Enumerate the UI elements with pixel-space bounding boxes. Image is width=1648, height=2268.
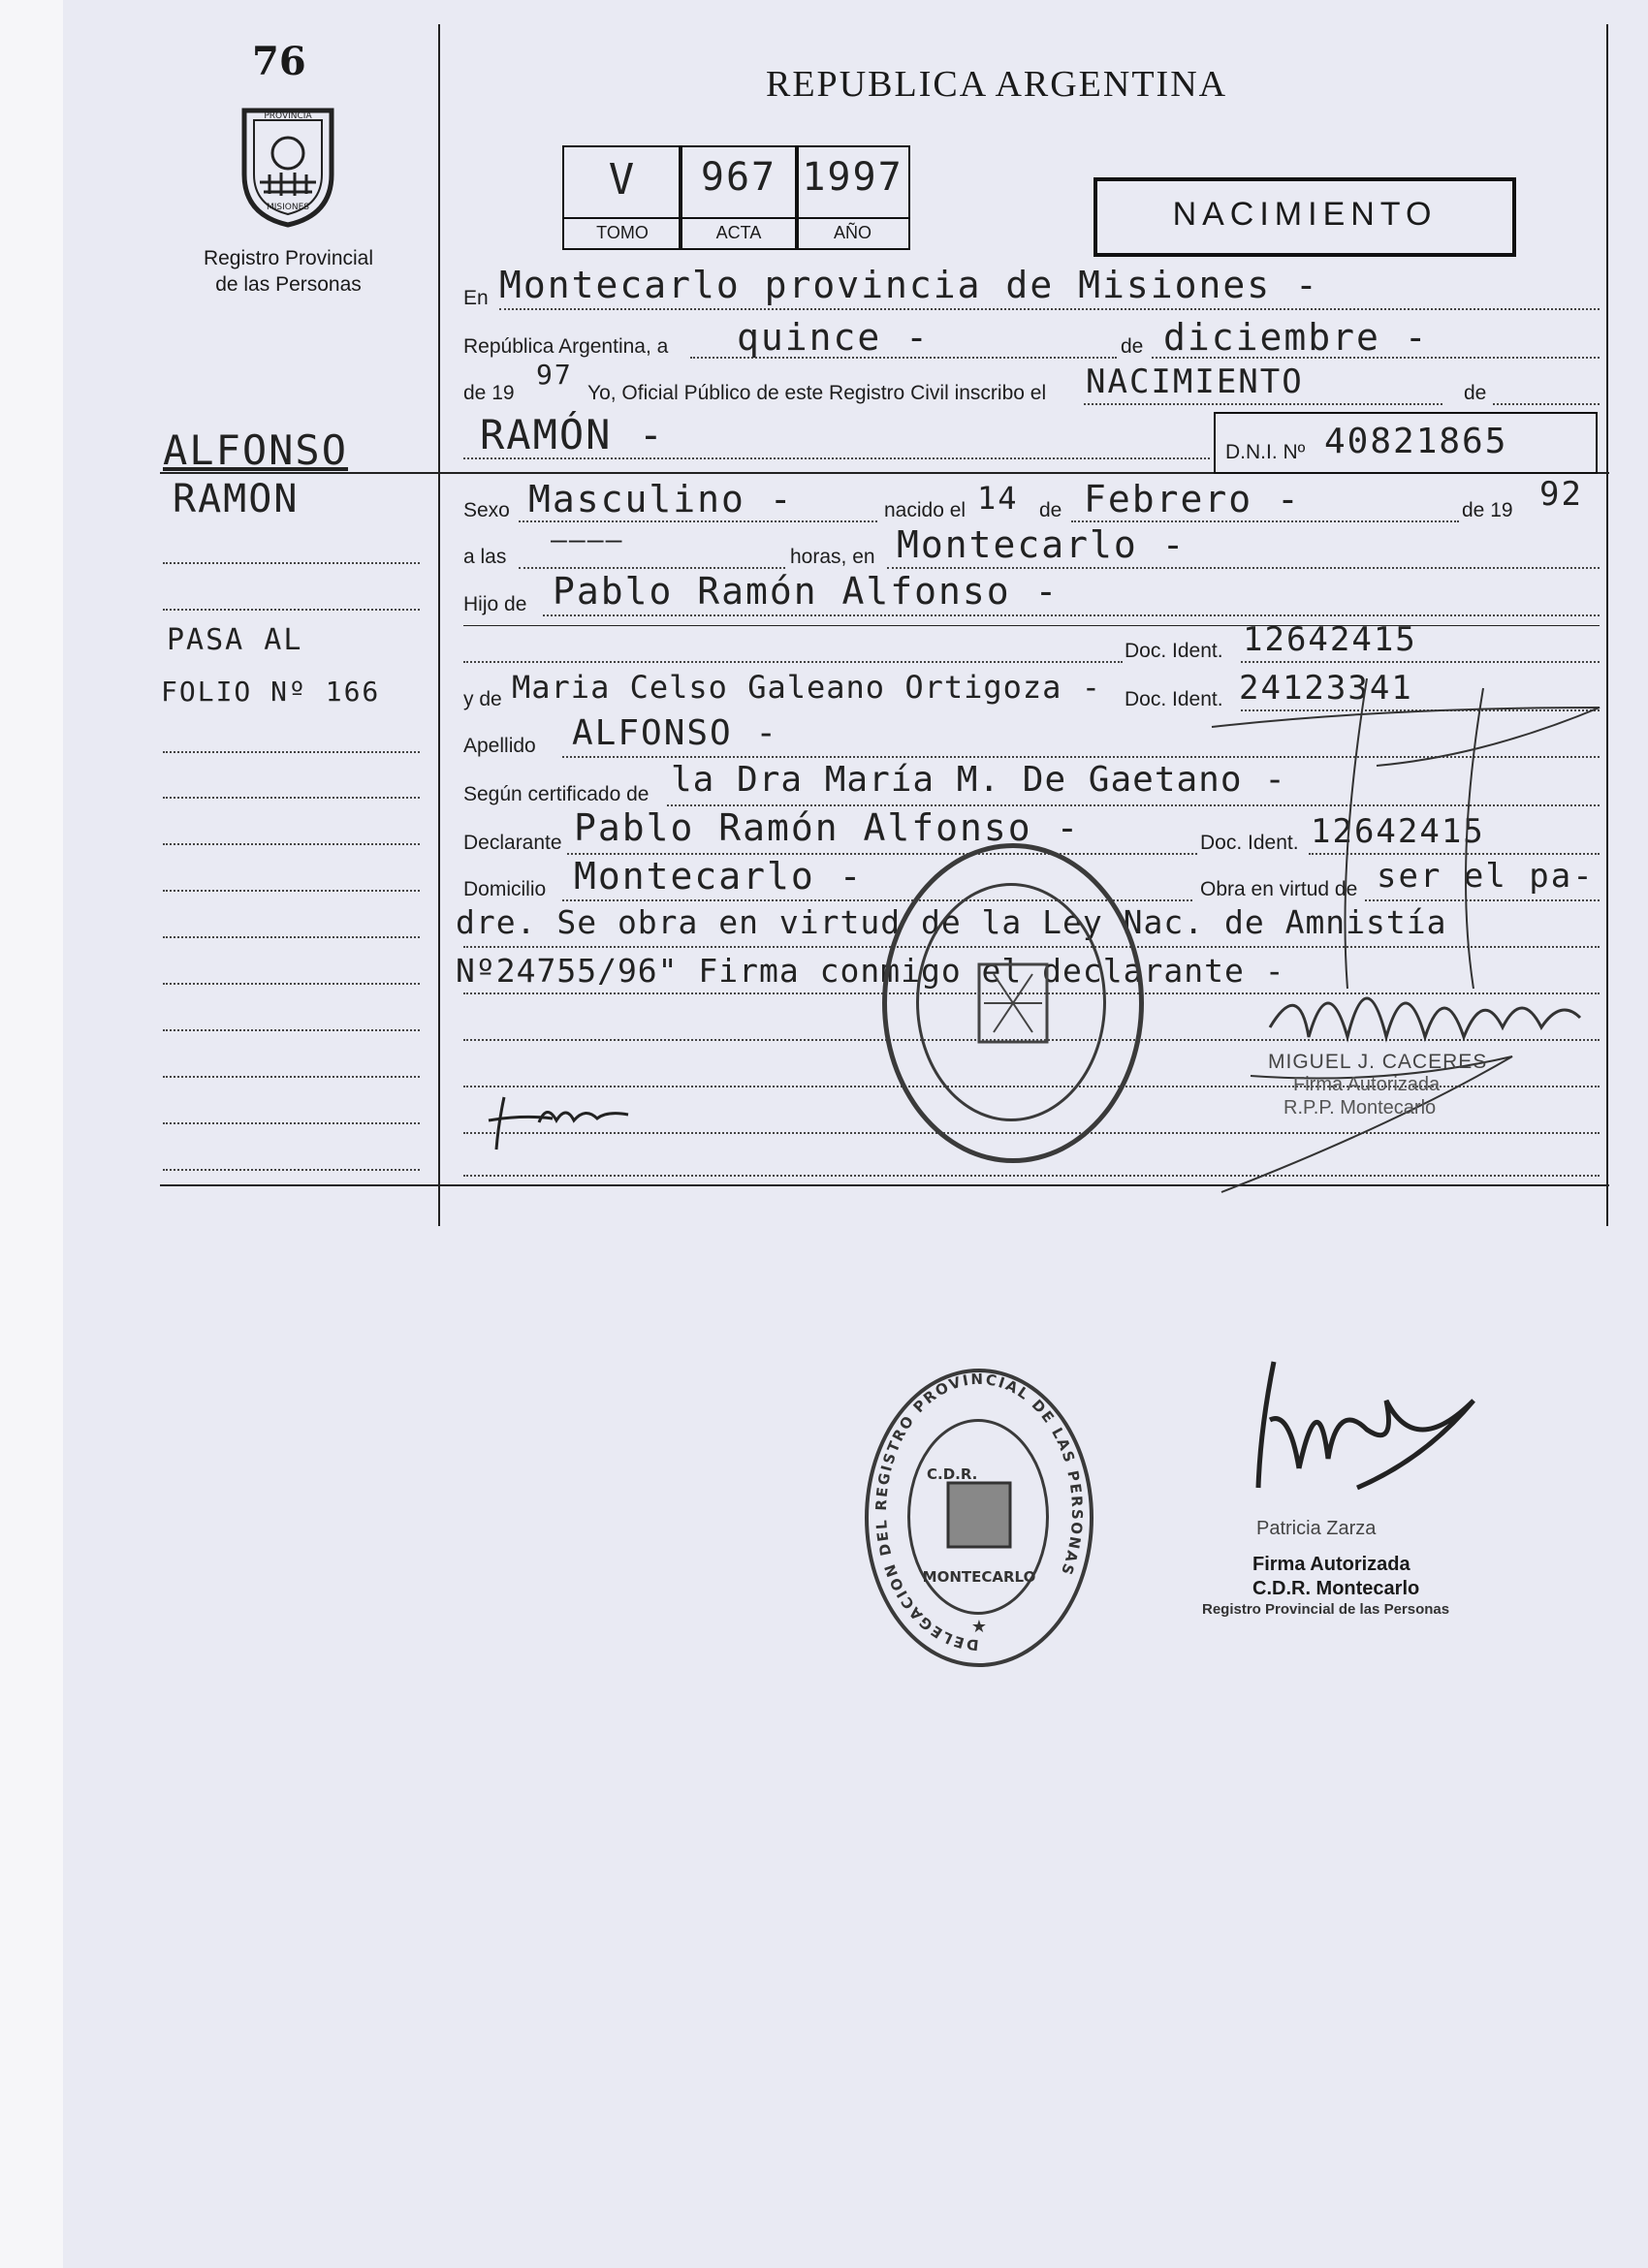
label-de-mes: de [1121,335,1144,358]
anio-value: 1997 [802,155,903,200]
entry-doc-declarante: 12642415 [1311,812,1485,851]
official2-office: C.D.R. Montecarlo [1252,1578,1420,1599]
entry-mes: diciembre - [1163,316,1429,359]
entry-apellido: ALFONSO - [572,713,779,753]
acta-cell [679,145,799,219]
entry-doc-madre: 24123341 [1239,669,1413,708]
entry-domicilio: Montecarlo - [574,855,864,898]
label-domicilio: Domicilio [463,878,547,900]
entry-lugar-nac: Montecarlo - [897,523,1187,566]
entry-anio: 97 [536,359,573,391]
label-apellido: Apellido [463,735,536,757]
label-segun: Según certificado de [463,783,650,805]
entry-sexo: Masculino - [528,478,794,520]
label-obra: Obra en virtud de [1200,878,1358,900]
tomo-cell [562,145,682,219]
svg-text:DELEGACION DEL REGISTRO PROVIN: DELEGACION DEL REGISTRO PROVINCIAL DE LAS PERSONAS [872,1372,1087,1654]
official2-signature [1231,1342,1493,1507]
official2-name: Patricia Zarza [1256,1518,1377,1539]
official1-title: Firma Autorizada [1293,1074,1441,1095]
entry-line2: dre. Se obra en virtud de la Ley Nac. de Amnistía [456,903,1447,941]
entry-acto: NACIMIENTO [1086,362,1304,401]
label-dni: D.N.I. Nº [1225,441,1306,463]
acta-header: ACTA [679,217,799,250]
label-doc-declarante: Doc. Ident. [1200,832,1299,854]
svg-text:MISIONES: MISIONES [266,203,310,212]
entry-lugar: Montecarlo provincia de Misiones - [499,264,1319,306]
entry-nac-dia: 14 [977,480,1019,517]
entry-nac-mes: Febrero - [1084,478,1301,520]
tomo-header: TOMO [562,217,682,250]
margin-surname: ALFONSO [163,426,349,474]
country-title: REPUBLICA ARGENTINA [766,64,1228,105]
svg-text:C.D.R.: C.D.R. [927,1465,978,1483]
entry-certificado: la Dra María M. De Gaetano - [671,760,1286,800]
official1-office: R.P.P. Montecarlo [1284,1097,1437,1118]
record-type-label: NACIMIENTO [1172,196,1438,233]
registry-official-stamp [882,843,1144,1163]
anio-cell [795,145,910,219]
record-type-box [1093,177,1516,257]
folio-number: 76 [252,39,306,84]
left-column-divider [438,24,440,1226]
acta-value: 967 [700,155,777,200]
label-sexo: Sexo [463,499,510,521]
registry-name-line2: de las Personas [215,273,362,296]
entry-line3: Nº24755/96" Firma conmigo el declarante - [456,952,1285,990]
entry-hora: ———— [551,523,624,555]
label-doc-madre: Doc. Ident. [1125,688,1223,710]
label-de19: de 19 [463,382,515,404]
declarant-signature [485,1086,650,1153]
label-en: En [463,287,489,309]
entry-nac-anio: 92 [1539,475,1583,514]
official1-signature [1192,669,1609,1212]
label-nacido: nacido el [884,499,967,521]
entry-padre: Pablo Ramón Alfonso - [553,570,1060,613]
misiones-logo [231,97,345,228]
entry-obra: ser el pa- [1377,857,1595,896]
anio-header: AÑO [795,217,910,250]
label-de-nac-mes: de [1039,499,1062,521]
official1-name: MIGUEL J. CACERES [1268,1051,1488,1073]
svg-text:★: ★ [970,1617,988,1636]
entry-dia: quince - [737,316,931,359]
entry-doc-padre: 12642415 [1243,620,1417,659]
svg-text:MONTECARLO: MONTECARLO [922,1568,1036,1586]
tomo-value: V [608,155,637,205]
label-hijo: Hijo de [463,593,527,615]
entry-declarante: Pablo Ramón Alfonso - [574,806,1081,849]
registry-name-line1: Registro Provincial [203,247,374,269]
margin-note2: FOLIO Nº 166 [161,676,381,708]
entry-madre: Maria Celso Galeano Ortigoza - [512,669,1101,706]
label-republica: República Argentina, a [463,335,669,358]
margin-name: RAMON [173,477,300,521]
label-de-acto: de [1464,382,1487,404]
official2-registry: Registro Provincial de las Personas [1202,1601,1450,1618]
label-oficial: Yo, Oficial Público de este Registro Civil inscribo el [587,382,1047,404]
official2-title: Firma Autorizada [1252,1554,1410,1575]
label-de19-nac: de 19 [1462,499,1513,521]
margin-note1: PASA AL [167,623,303,657]
label-declarante: Declarante [463,832,562,854]
label-doc-padre: Doc. Ident. [1125,640,1223,662]
dni-box [1214,412,1598,474]
label-y-de: y de [463,688,502,710]
entry-nombre: RAMÓN - [480,411,666,458]
label-horas: horas, en [790,546,875,568]
scan-edge [0,0,63,2268]
delegation-stamp [865,1369,1093,1667]
svg-text:PROVINCIA: PROVINCIA [264,111,312,121]
label-a-las: a las [463,546,507,568]
entry-dni: 40821865 [1324,422,1508,461]
